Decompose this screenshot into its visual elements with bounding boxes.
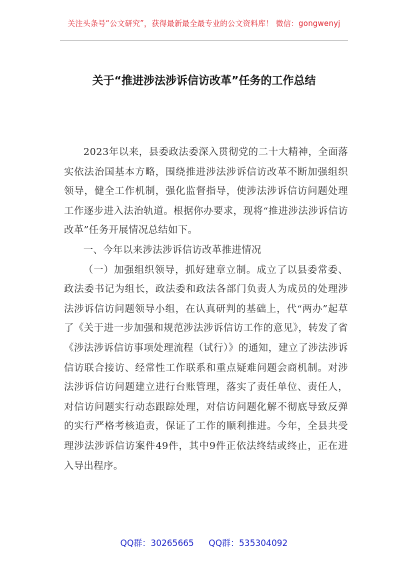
qq-group-2: QQ群：535304092 xyxy=(208,539,288,549)
document-title: 关于“推进涉法涉诉信访改革”任务的工作总结 xyxy=(92,74,316,87)
intro-paragraph: 2023年以来，县委政法委深入贯彻党的二十大精神，全面落实依法治国基本方略，围绕推进涉法涉诉信访改革不断加强组织领导，健全工作机制，强化监督指导，使涉法涉诉信访问题处理工作逐步进入法治轨道。根据你办要求，现将“推进涉法涉诉信访改革”任务开展情况总结如下。 xyxy=(64,147,348,237)
header-banner: 关注头条号“公文研究”，获得最新最全最专业的公文资料库！ 微信：gongwenyj xyxy=(67,19,341,28)
body-paragraph: （一）加强组织领导，抓好建章立制。成立了以县委常委、政法委书记为组长，政法委和政法各部门负责人为成员的处理涉法涉诉信访问题领导小组，在认真研判的基础上，代“两办”起草了《关于进一步加强和规范涉法涉诉信访工作的意见》，转发了省《涉法涉诉信访事项处理流程（试行）》的通知，建立了涉法涉诉信访联合接访、经常性工作联系和重点疑难问题会商机制。对涉法涉诉信访问题建立进行台账管理，落实了责任单位、责任人，对信访问题实行动态跟踪处理，对信访问题化解不彻底导致反弹的实行严格考核追责，保证了工作的顺利推进。今年，全县共受理涉法涉诉信访案件49件，其中9件正依法终结或终止，正在进入导出程序。 xyxy=(64,264,348,472)
header-divider xyxy=(60,40,348,41)
section-heading: 一、今年以来涉法涉诉信访改革推进情况 xyxy=(83,244,262,256)
document-body xyxy=(64,143,348,476)
qq-group-1: QQ群：30265665 xyxy=(120,539,194,549)
footer-contact xyxy=(0,537,408,549)
